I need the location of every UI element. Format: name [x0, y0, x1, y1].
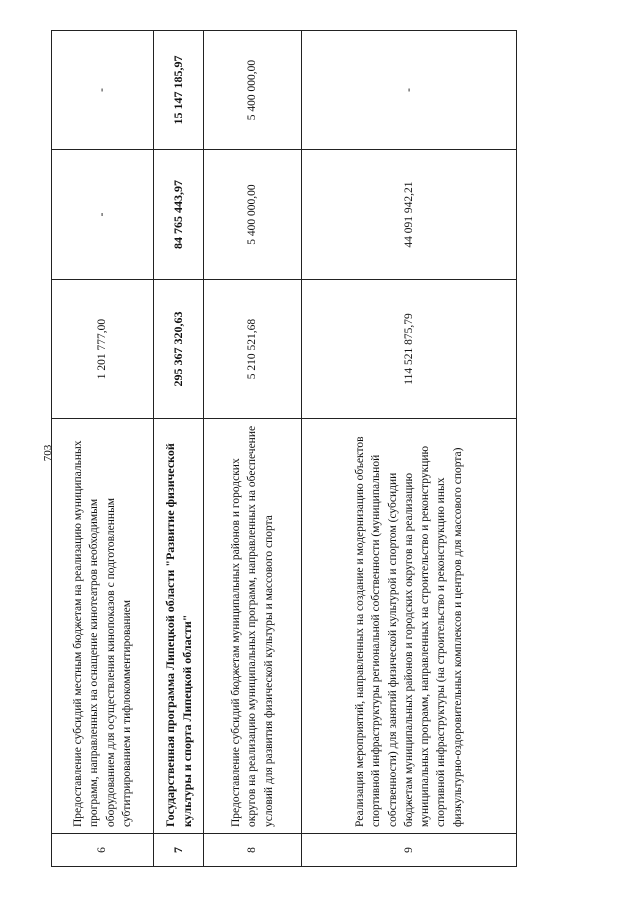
row-value-3: - — [52, 31, 154, 150]
row-value-2: 84 765 443,97 — [154, 150, 204, 280]
page-number: 703 — [42, 444, 54, 462]
row-number: 7 — [154, 834, 204, 867]
row-number: 8 — [204, 834, 302, 867]
row-number: 9 — [302, 834, 517, 867]
row-title: Предоставление субсидий бюджетам муниципальных районов и городских округов на реализацию муниципальных программ, направленных на обеспечение условий для развития физической культуры и массового спорта — [204, 419, 302, 834]
budget-table — [51, 30, 517, 867]
table-row — [52, 31, 154, 867]
row-value-3: - — [302, 31, 517, 150]
row-title: Реализация мероприятий, направленных на создание и модернизацию объектов спортивной инфраструктуры региональной собственности (муниципальной собственности) для занятий физической культурой и спортом (субсидии бюджетам муниципальных районов и городских округов на реализацию муниципальных программ, направленных на строительство и реконструкцию спортивной инфраструктуры (на строительство и реконструкцию иных физкультурно-оздоровительных комплексов и центров для массового спорта) — [302, 419, 517, 834]
table-row — [154, 31, 204, 867]
row-value-1: 114 521 875,79 — [302, 280, 517, 419]
row-value-1: 5 210 521,68 — [204, 280, 302, 419]
row-value-2: 44 091 942,21 — [302, 150, 517, 280]
row-value-1: 1 201 777,00 — [52, 280, 154, 419]
table-row — [204, 31, 302, 867]
row-title: Государственная программа Липецкой области "Развитие физической культуры и спорта Липецкой области" — [154, 419, 204, 834]
table-row — [302, 31, 517, 867]
row-title: Предоставление субсидий местным бюджетам на реализацию муниципальных программ, направленных на оснащение кинотеатров необходимым оборудованием для осуществления кинопоказов с подготовленным субтитрированием и тифлокомментированием — [52, 419, 154, 834]
row-value-1: 295 367 320,63 — [154, 280, 204, 419]
row-value-2: 5 400 000,00 — [204, 150, 302, 280]
row-value-3: 5 400 000,00 — [204, 31, 302, 150]
budget-table-rotated — [51, 31, 516, 867]
row-value-2: - — [52, 150, 154, 280]
row-value-3: 15 147 185,97 — [154, 31, 204, 150]
row-number: 6 — [52, 834, 154, 867]
